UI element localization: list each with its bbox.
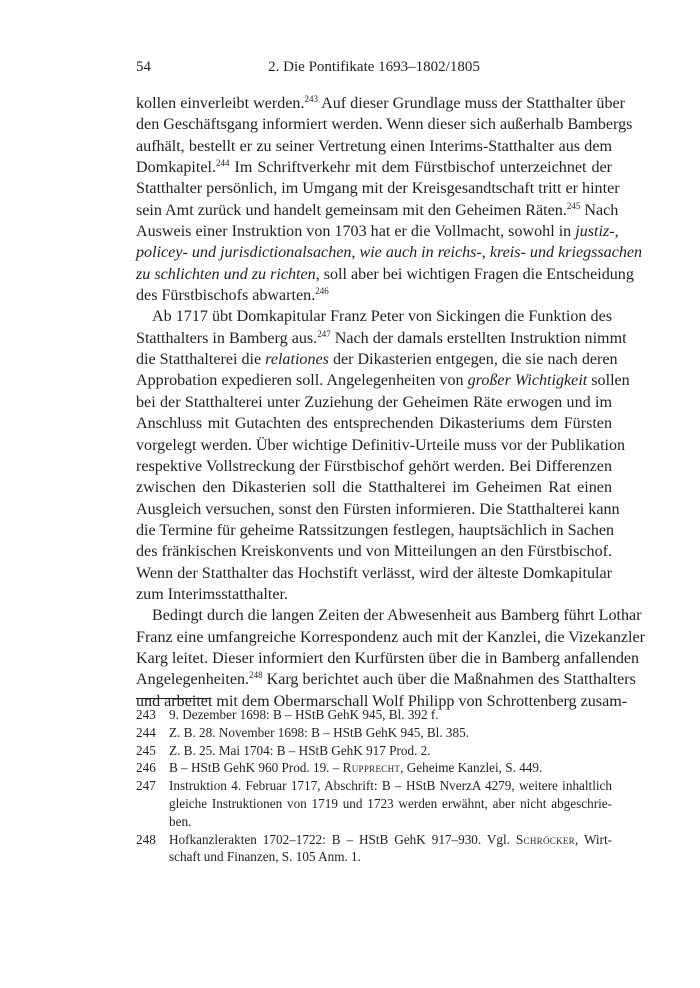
body-line <box>136 627 646 648</box>
running-head <box>136 57 612 77</box>
text-run: respektive Vollstreckung der Fürstbischof gehört werden. Bei Differenzen <box>136 457 612 475</box>
text-run: Auf dieser Grundlage muss der Statthalter über <box>317 95 626 112</box>
text-run: Ausweis einer Instruktion von 1703 hat er die Vollmacht, sowohl in <box>136 223 576 241</box>
footnote <box>136 724 612 742</box>
text-run: , soll aber bei wichtigen Fragen die Entscheidung <box>315 265 634 283</box>
text-run: aufhält, bestellt er zu seiner Vertretung einen Interims-Statthalter aus dem <box>136 137 612 155</box>
body-line <box>136 178 620 199</box>
footnote-line <box>169 759 612 777</box>
body-line <box>136 221 619 242</box>
text-run: Statthalter persönlich, im Umgang mit der Kreisgesandtschaft tritt er hinter <box>136 180 620 198</box>
body-line <box>136 499 620 520</box>
running-title: 2. Die Pontifikate 1693–1802/1805 <box>268 59 480 75</box>
text-run: die Statthalterei die <box>136 351 266 369</box>
text-run: zwischen den Dikasterien soll die Statthalterei im Geheimen Rat einen <box>136 479 612 497</box>
italic-text: relationes <box>265 351 329 369</box>
footnote-line <box>169 848 612 866</box>
footnote <box>136 759 612 777</box>
page-number: 54 <box>136 59 151 75</box>
body-line <box>136 584 612 605</box>
footnote-reference[interactable]: 248 <box>249 670 263 681</box>
italic-text: justiz-, <box>575 223 619 241</box>
body-line <box>136 200 619 221</box>
author-name-small-caps: Rupprecht <box>342 760 401 776</box>
text-run: zum Interimsstatthalter. <box>136 585 288 603</box>
text-run: vorgelegt werden. Über wichtige Definitiv-Urteile muss vor der Publikation <box>136 436 626 454</box>
text-run: Domkapitel. <box>136 159 217 177</box>
text-run: Nach der damals erstellten Instruktion nimmt <box>330 329 627 347</box>
footnote-reference[interactable]: 244 <box>216 158 230 169</box>
text-run: Franz eine umfangreiche Korrespondenz auch mit der Kanzlei, die Vizekanzler <box>136 628 646 646</box>
text-run: Wenn der Statthalter das Hochstift verlässt, wird der älteste Domkapitular <box>136 564 612 582</box>
body-line <box>136 370 630 391</box>
footnote-number: 248 <box>136 831 156 847</box>
body-line <box>136 605 642 626</box>
body-line <box>136 541 612 562</box>
body-text <box>136 93 646 712</box>
body-line <box>136 349 618 370</box>
body-line <box>136 93 626 114</box>
footnote-reference[interactable]: 243 <box>304 94 318 104</box>
text-run: schaft und Finanzen, S. 105 Anm. 1. <box>169 849 361 865</box>
text-run: des fränkischen Kreiskonvents und von Mitteilungen an den Fürstbischof. <box>136 543 613 561</box>
text-run: Im Schriftverkehr mit dem Fürstbischof unterzeichnet der <box>229 159 612 177</box>
italic-text: zu schlichten und zu richten <box>136 265 316 283</box>
text-run: der Dikasterien entgegen, die sie nach deren <box>328 351 618 369</box>
footnote-line <box>169 777 612 795</box>
text-run: Statthalters in Bamberg aus. <box>136 329 318 347</box>
footnote <box>136 742 612 760</box>
text-run: Z. B. 28. November 1698: B – HStB GehK 945, Bl. 385. <box>169 724 470 740</box>
body-line <box>136 157 612 178</box>
text-run: den Geschäftsgang informiert werden. Wenn dieser sich außerhalb Bambergs <box>136 116 633 134</box>
text-run: Nach <box>580 201 619 219</box>
footnote-line <box>169 795 612 813</box>
body-line <box>136 328 627 349</box>
text-run: gleiche Instruktionen von 1719 und 1723 werden erwähnt, aber nicht abgeschrie- <box>169 795 612 811</box>
body-line <box>136 136 612 157</box>
footnote-reference[interactable]: 246 <box>315 286 329 297</box>
italic-text: großer Wichtigkeit <box>467 372 588 390</box>
text-run: und arbeitet mit dem Obermarschall Wolf Philipp von Schrottenberg zusam- <box>136 692 628 710</box>
footnote-separator-rule <box>136 698 210 699</box>
text-run: Karg leitet. Dieser informiert den Kurfürsten über die in Bamberg anfallenden <box>136 649 640 667</box>
footnotes <box>136 706 612 866</box>
body-line <box>136 242 643 263</box>
footnote-number: 244 <box>136 724 156 740</box>
text-run: kollen einverleibt werden. <box>136 95 305 112</box>
footnote <box>136 777 612 830</box>
footnote-line <box>169 813 612 831</box>
footnote-line <box>169 706 612 724</box>
footnote-number: 246 <box>136 760 156 776</box>
author-name-small-caps: Schröcker <box>515 831 575 847</box>
body-line <box>136 563 612 584</box>
footnote <box>136 831 612 867</box>
footnote <box>136 706 612 724</box>
body-line <box>136 413 612 434</box>
text-run: Angelegenheiten. <box>136 671 250 689</box>
footnote-line <box>169 742 612 760</box>
body-line <box>136 648 640 669</box>
text-run: des Fürstbischofs abwarten. <box>136 287 316 305</box>
footnote-reference[interactable]: 247 <box>317 328 331 339</box>
body-line <box>136 114 633 135</box>
text-run: Ab 1717 übt Domkapitular Franz Peter von Sickingen die Funktion des <box>152 308 612 326</box>
body-line <box>136 264 634 285</box>
text-run: die Termine für geheime Ratssitzungen festlegen, hauptsächlich in Sachen <box>136 521 615 539</box>
footnote-line <box>169 724 612 742</box>
body-line <box>136 477 612 498</box>
text-run: ben. <box>169 813 192 829</box>
text-run: Approbation expedieren soll. Angelegenheiten von <box>136 372 468 390</box>
body-line <box>136 669 636 690</box>
body-line <box>136 392 612 413</box>
body-line <box>136 435 626 456</box>
text-run: B – HStB GehK 960 Prod. 19. – <box>169 760 343 776</box>
text-run: , Wirt- <box>574 831 612 847</box>
text-run: 9. Dezember 1698: B – HStB GehK 945, Bl. 392 f. <box>169 707 439 722</box>
text-run: Z. B. 25. Mai 1704: B – HStB GehK 917 Prod. 2. <box>169 742 431 758</box>
text-run: Anschluss mit Gutachten des entsprechenden Dikasteriums dem Fürsten <box>136 415 612 433</box>
body-line <box>136 520 615 541</box>
footnote-line <box>169 831 612 849</box>
footnote-reference[interactable]: 245 <box>566 200 581 211</box>
italic-text: policey- und jurisdictionalsachen, wie auch in reichs-, kreis- und kriegssachen <box>136 244 643 262</box>
footnote-number: 247 <box>136 778 156 794</box>
text-run: Karg berichtet auch über die Maßnahmen des Statthalters <box>262 671 636 689</box>
body-line <box>136 456 612 477</box>
text-run: Instruktion 4. Februar 1717, Abschrift: B – HStB NverzA 4279, weitere inhaltlich <box>169 778 612 794</box>
body-line <box>136 285 612 306</box>
text-run: Ausgleich versuchen, sonst den Fürsten informieren. Die Statthalterei kann <box>136 500 620 518</box>
text-run: bei der Statthalterei unter Zuziehung der Geheimen Räte erwogen und im <box>136 393 612 411</box>
text-run: sein Amt zurück und handelt gemeinsam mit den Geheimen Räten. <box>136 201 567 219</box>
text-run: , Geheime Kanzlei, S. 449. <box>400 760 543 776</box>
text-run: Hofkanzlerakten 1702–1722: B – HStB GehK 917–930. Vgl. <box>169 831 516 847</box>
footnote-number: 245 <box>136 742 156 758</box>
footnote-number: 243 <box>136 707 156 722</box>
text-run: sollen <box>587 372 630 390</box>
text-run: Bedingt durch die langen Zeiten der Abwesenheit aus Bamberg führt Lothar <box>152 607 642 625</box>
body-line <box>136 306 612 327</box>
